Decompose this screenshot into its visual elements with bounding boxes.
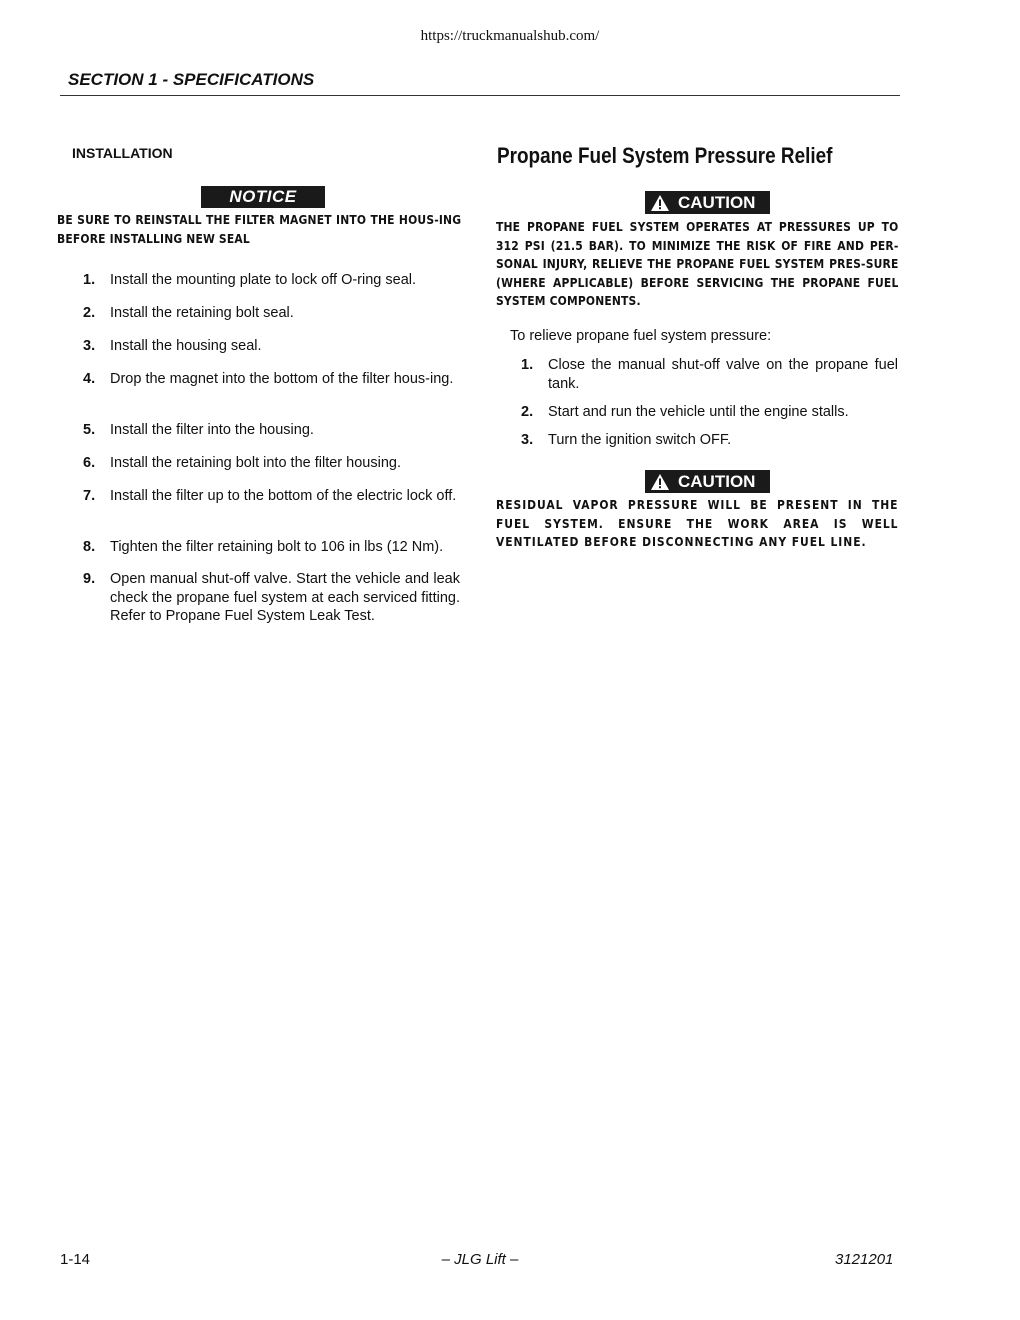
- step-text: Tighten the filter retaining bolt to 106 in lbs (12 Nm).: [110, 539, 444, 555]
- step-text: Start and run the vehicle until the engine stalls.: [548, 404, 849, 420]
- caution-badge: [645, 470, 770, 493]
- notice-text: BE SURE TO REINSTALL THE FILTER MAGNET INTO THE HOUS-ING BEFORE INSTALLING NEW SEAL: [57, 212, 462, 246]
- pressure-relief-heading: Propane Fuel System Pressure Relief: [497, 143, 833, 168]
- step-number: 2.: [83, 305, 96, 321]
- header-divider: [60, 95, 900, 96]
- step-number: 9.: [83, 571, 96, 587]
- step-number: 3.: [521, 432, 534, 448]
- footer-title: – JLG Lift –: [441, 1251, 519, 1268]
- step-text: Install the retaining bolt into the filter housing.: [110, 455, 401, 471]
- caution-label: CAUTION: [678, 472, 756, 491]
- step-text: Install the filter up to the bottom of the electric lock off.: [110, 488, 457, 504]
- warning-triangle-icon: [651, 474, 669, 490]
- document-number: 3121201: [835, 1251, 894, 1268]
- step-text: Open manual shut-off valve. Start the vehicle and leak check the propane fuel system at each serviced fitting. Refer to Propane Fuel System Leak Test.: [110, 571, 460, 624]
- step-number: 2.: [521, 404, 534, 420]
- step-text: Drop the magnet into the bottom of the filter hous-ing.: [110, 371, 454, 387]
- step-text: Install the filter into the housing.: [110, 422, 314, 438]
- caution-label: CAUTION: [678, 193, 756, 212]
- relieve-intro: To relieve propane fuel system pressure:: [510, 328, 772, 344]
- step-number: 5.: [83, 422, 96, 438]
- warning-triangle-icon: [651, 195, 669, 211]
- caution-text: RESIDUAL VAPOR PRESSURE WILL BE PRESENT IN THE FUEL SYSTEM. ENSURE THE WORK AREA IS WELL VENTILATED BEFORE DISCONNECTING ANY FUEL LINE.: [496, 497, 899, 549]
- step-number: 8.: [83, 539, 96, 555]
- step-number: 3.: [83, 338, 96, 354]
- installation-heading: INSTALLATION: [72, 145, 173, 161]
- step-text: Close the manual shut-off valve on the propane fuel tank.: [548, 357, 898, 392]
- step-text: Install the mounting plate to lock off O-ring seal.: [110, 272, 417, 288]
- step-number: 1.: [521, 357, 534, 373]
- page-number: 1-14: [60, 1251, 91, 1268]
- source-url: https://truckmanualshub.com/: [420, 28, 600, 44]
- step-text: Install the retaining bolt seal.: [110, 305, 294, 321]
- caution-badge: [645, 191, 770, 214]
- step-number: 6.: [83, 455, 96, 471]
- step-number: 1.: [83, 272, 96, 288]
- step-number: 4.: [83, 371, 96, 387]
- notice-badge: NOTICE: [201, 186, 325, 208]
- step-text: Turn the ignition switch OFF.: [548, 432, 732, 448]
- step-text: Install the housing seal.: [110, 338, 262, 354]
- section-title: SECTION 1 - SPECIFICATIONS: [68, 70, 315, 89]
- step-number: 7.: [83, 488, 96, 504]
- caution-text: THE PROPANE FUEL SYSTEM OPERATES AT PRESSURES UP TO 312 PSI (21.5 BAR). TO MINIMIZE THE RISK OF FIRE AND PER-SONAL INJURY, RELIEVE THE PROPANE FUEL SYSTEM PRES-SURE (WHERE APPLICABLE) BEFORE SERVICING THE PROPANE FUEL SYSTEM COMPONENTS.: [496, 219, 899, 308]
